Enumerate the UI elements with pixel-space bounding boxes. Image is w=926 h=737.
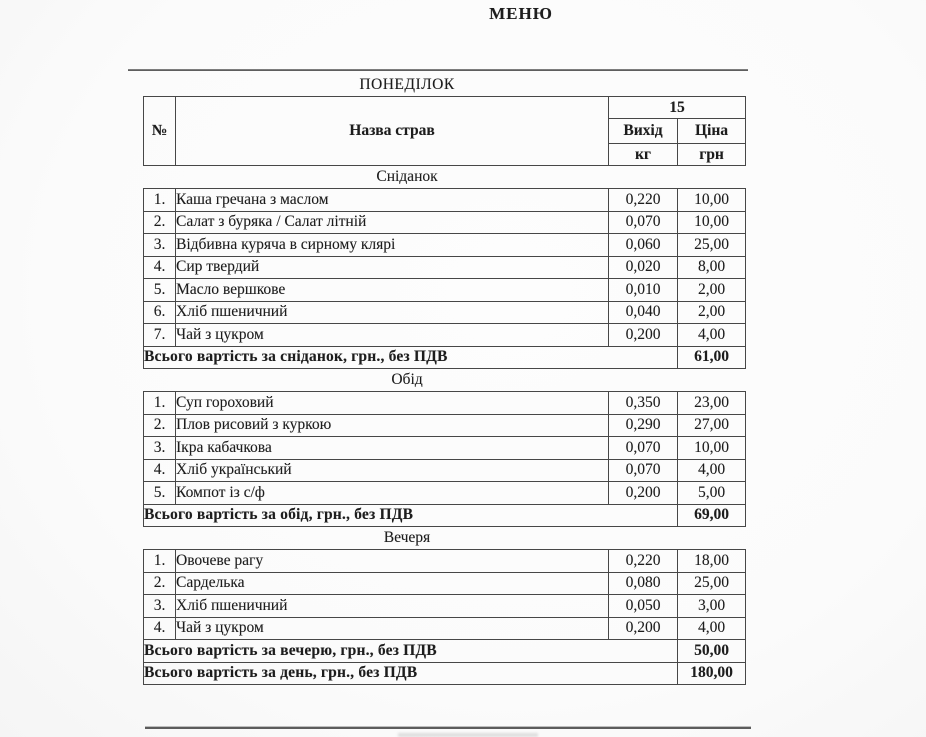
cell-dish-name: Хліб пшеничний: [176, 595, 609, 618]
cell-price: 23,00: [678, 392, 746, 415]
day-total-label: Всього вартість за день, грн., без ПДВ: [144, 662, 678, 685]
cell-dish-name: Хліб пшеничний: [176, 301, 609, 324]
cell-price: 10,00: [678, 437, 746, 460]
table-row: [144, 301, 746, 324]
total-row-day: [144, 662, 746, 685]
total-row-lunch: [144, 504, 746, 527]
section-heading-breakfast: Сніданок: [376, 168, 438, 185]
cell-number: 2.: [144, 572, 176, 595]
total-value: 69,00: [678, 504, 746, 527]
cell-price: 18,00: [678, 550, 746, 573]
cell-dish-name: Суп гороховий: [176, 392, 609, 415]
table-row: [144, 234, 746, 257]
total-label: Всього вартість за обід, грн., без ПДВ: [144, 504, 678, 527]
cell-price: 4,00: [678, 324, 746, 347]
cell-number: 3.: [144, 595, 176, 618]
column-header-price-unit: грн: [678, 144, 746, 166]
total-value: 61,00: [678, 346, 746, 369]
cell-price: 25,00: [678, 572, 746, 595]
table-row: [144, 256, 746, 279]
cell-weight: 0,220: [609, 550, 678, 573]
day-total-value: 180,00: [678, 662, 746, 685]
cell-number: 2.: [144, 414, 176, 437]
cell-number: 3.: [144, 234, 176, 257]
cell-price: 5,00: [678, 482, 746, 505]
cell-weight: 0,200: [609, 324, 678, 347]
cell-weight: 0,350: [609, 392, 678, 415]
cell-dish-name: Сарделька: [176, 572, 609, 595]
table-row: [144, 324, 746, 347]
bottom-horizontal-rule: [145, 727, 751, 729]
cell-number: 1.: [144, 550, 176, 573]
table-row: [144, 482, 746, 505]
cell-number: 7.: [144, 324, 176, 347]
total-value: 50,00: [678, 640, 746, 663]
lunch-table: [143, 391, 746, 527]
cell-number: 4.: [144, 459, 176, 482]
cell-weight: 0,070: [609, 459, 678, 482]
cell-dish-name: Чай з цукром: [176, 324, 609, 347]
section-heading-lunch: Обід: [391, 371, 423, 388]
cell-weight: 0,080: [609, 572, 678, 595]
cell-number: 4.: [144, 256, 176, 279]
cell-number: 3.: [144, 437, 176, 460]
cell-dish-name: Сир твердий: [176, 256, 609, 279]
cell-price: 25,00: [678, 234, 746, 257]
cell-price: 10,00: [678, 211, 746, 234]
cell-dish-name: Компот із с/ф: [176, 482, 609, 505]
table-row: [144, 437, 746, 460]
cell-number: 5.: [144, 482, 176, 505]
cell-weight: 0,010: [609, 279, 678, 302]
cell-price: 4,00: [678, 617, 746, 640]
cell-weight: 0,060: [609, 234, 678, 257]
cell-number: 6.: [144, 301, 176, 324]
cell-dish-name: Ікра кабачкова: [176, 437, 609, 460]
table-row: [144, 189, 746, 212]
cell-dish-name: Овочеве рагу: [176, 550, 609, 573]
cell-number: 5.: [144, 279, 176, 302]
table-row: [144, 550, 746, 573]
table-row: [144, 414, 746, 437]
table-row: [144, 279, 746, 302]
total-row-breakfast: [144, 346, 746, 369]
table-row: [144, 617, 746, 640]
column-header-out-unit: кг: [609, 144, 678, 166]
cell-price: 4,00: [678, 459, 746, 482]
cell-dish-name: Салат з буряка / Салат літній: [176, 211, 609, 234]
column-header-dishes: Назва страв: [176, 97, 609, 166]
cell-dish-name: Каша гречана з маслом: [176, 189, 609, 212]
column-header-number: №: [144, 97, 176, 166]
cell-weight: 0,200: [609, 482, 678, 505]
table-row: [144, 459, 746, 482]
cell-weight: 0,070: [609, 437, 678, 460]
cell-dish-name: Хліб український: [176, 459, 609, 482]
cell-weight: 0,050: [609, 595, 678, 618]
table-row: [144, 595, 746, 618]
total-row-dinner: [144, 640, 746, 663]
cell-price: 8,00: [678, 256, 746, 279]
cell-price: 10,00: [678, 189, 746, 212]
cell-weight: 0,220: [609, 189, 678, 212]
page-title: МЕНЮ: [489, 4, 553, 23]
cell-dish-name: Чай з цукром: [176, 617, 609, 640]
cell-weight: 0,040: [609, 301, 678, 324]
section-heading-dinner: Вечеря: [383, 529, 431, 546]
cell-weight: 0,290: [609, 414, 678, 437]
column-header-out: Вихід: [609, 119, 678, 144]
breakfast-table: [143, 188, 746, 369]
cell-weight: 0,020: [609, 256, 678, 279]
cell-number: 4.: [144, 617, 176, 640]
cell-dish-name: Плов рисовий з куркою: [176, 414, 609, 437]
cell-dish-name: Масло вершкове: [176, 279, 609, 302]
table-row: [144, 392, 746, 415]
column-header-group-15: 15: [609, 97, 746, 119]
cell-number: 1.: [144, 189, 176, 212]
day-heading: ПОНЕДІЛОК: [359, 76, 455, 93]
top-horizontal-rule: [128, 69, 748, 71]
cell-price: 3,00: [678, 595, 746, 618]
cell-weight: 0,200: [609, 617, 678, 640]
total-label: Всього вартість за вечерю, грн., без ПДВ: [144, 640, 678, 663]
cell-price: 2,00: [678, 301, 746, 324]
cell-number: 1.: [144, 392, 176, 415]
total-label: Всього вартість за сніданок, грн., без ПДВ: [144, 346, 678, 369]
table-header: [143, 96, 746, 166]
dinner-table: [143, 549, 746, 685]
table-row: [144, 211, 746, 234]
cutoff-next-page-text: [398, 733, 538, 737]
table-row: [144, 572, 746, 595]
monday-menu-table: [143, 73, 745, 685]
cell-number: 2.: [144, 211, 176, 234]
cell-dish-name: Відбивна куряча в сирному клярі: [176, 234, 609, 257]
cell-price: 27,00: [678, 414, 746, 437]
cell-price: 2,00: [678, 279, 746, 302]
cell-weight: 0,070: [609, 211, 678, 234]
column-header-price: Ціна: [678, 119, 746, 144]
